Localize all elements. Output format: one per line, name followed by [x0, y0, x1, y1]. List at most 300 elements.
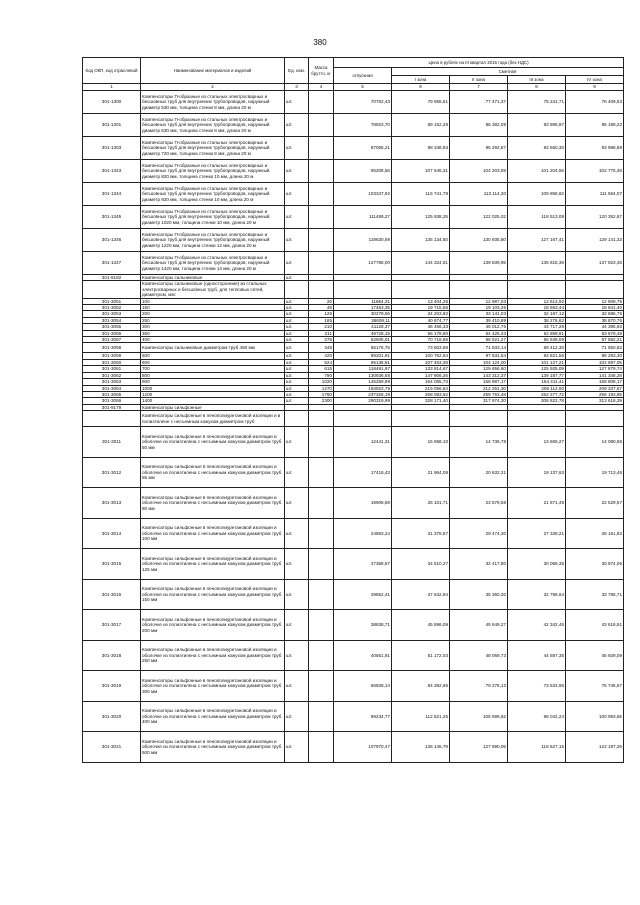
row-code: 301-3066 [83, 398, 141, 404]
row-name: Компенсаторы сильфонные в пенополиуретановой изоляции и оболочке из полиэтилена с несъемным кожухом диаметром труб 50 мм [141, 427, 285, 458]
row-unit: шт. [285, 137, 309, 160]
row-name: Компенсаторы П-образные из стальных электросварных и бесшовных труб для внутренних трубопроводов, наружный диаметр 530 мм, толщина стенки 8 мм, длина 20 м [141, 91, 285, 114]
row-price-zone4: 111 564,07 [566, 183, 624, 206]
row-price-zone2: 129 656,60 [450, 366, 508, 372]
row-price-zone4: 137 923,45 [566, 252, 624, 275]
row-code: 301-3019 [83, 671, 141, 702]
table-row [83, 488, 624, 519]
row-price-zone1: 34 510,27 [392, 549, 450, 580]
row-mass [309, 457, 334, 488]
row-price-zone4: 43 616,51 [566, 610, 624, 641]
row-code: 301-3020 [83, 701, 141, 732]
row-mass: 2300 [309, 398, 334, 404]
row-unit: шт. [285, 385, 309, 391]
table-row [83, 640, 624, 671]
row-mass [309, 671, 334, 702]
row-code: 301-3018 [83, 640, 141, 671]
row-price-zone1: 79 955,61 [392, 91, 450, 114]
row-code: 301-1300 [83, 91, 141, 114]
row-name: Компенсаторы П-образные из стальных электросварных и бесшовных труб для внутренних трубопроводов, наружный диаметр 1220 мм, толщина стенки 12 мм, длина 20 м [141, 229, 285, 252]
table-row [83, 671, 624, 702]
row-price-zone3: 18 553,44 [508, 305, 566, 311]
row-mass: 210 [309, 324, 334, 330]
col-header-zone4: IV зона [566, 76, 624, 84]
col-header-price-group: Цена в рублях на III квартал 2016 года (без НДС) [334, 58, 624, 68]
row-name: Компенсаторы сальниковые диаметром труб 450 мм [141, 343, 285, 353]
row-price-release: 119630,69 [334, 229, 392, 252]
row-price-zone2: 39 410,89 [450, 317, 508, 323]
col-header-zone3: III зона [508, 76, 566, 84]
row-name: Компенсаторы сильфонные в пенополиуретановой изоляции и оболочке из полиэтилена с несъемным кожухом диаметром труб 300 мм [141, 671, 285, 702]
row-price-zone1: 147 906,26 [392, 372, 450, 378]
row-unit: шт. [285, 359, 309, 365]
row-price-release: 65176,75 [334, 343, 392, 353]
row-price-zone3: 30 069,35 [508, 549, 566, 580]
row-code: 301-3065 [83, 391, 141, 397]
row-price-zone1: 19 715,56 [392, 305, 450, 311]
row-price-zone2: 32 417,80 [450, 549, 508, 580]
row-mass: 48 [309, 305, 334, 311]
group-code: 301-9179 [83, 404, 141, 410]
table-row [83, 579, 624, 610]
row-price-zone2: 45 649,27 [450, 610, 508, 641]
group-unit [285, 281, 309, 298]
row-code: 301-3057 [83, 337, 141, 343]
row-price-release: 193923,79 [334, 385, 392, 391]
group-code: 301-9182 [83, 275, 141, 281]
row-price-zone1: 45 596,09 [392, 610, 450, 641]
table-row [83, 160, 624, 183]
row-code: 301-3052 [83, 305, 141, 311]
row-price-zone2: 259 753,48 [450, 391, 508, 397]
row-price-zone3: 118 627,15 [508, 732, 566, 763]
row-price-zone4: 18 841,40 [566, 305, 624, 311]
row-unit: шт. [285, 183, 309, 206]
row-mass: 26 [309, 298, 334, 304]
row-price-zone3: 101 127,21 [508, 359, 566, 365]
row-unit: шт. [285, 610, 309, 641]
row-price-zone2: 33 141,03 [450, 311, 508, 317]
row-price-release: 19906,69 [334, 488, 392, 519]
row-price-zone4: 102 775,48 [566, 160, 624, 183]
row-unit: шт. [285, 311, 309, 317]
row-price-release: 89201,91 [334, 353, 392, 359]
row-mass [309, 252, 334, 275]
row-unit: шт. [285, 305, 309, 311]
row-mass [309, 137, 334, 160]
row-price-zone1: 125 938,25 [392, 206, 450, 229]
row-code: 301-3059 [83, 353, 141, 359]
row-price-zone3: 52 858,91 [508, 330, 566, 336]
row-price-zone3: 83 895,97 [508, 114, 566, 137]
group-unit [285, 411, 309, 427]
row-price-release: 41128,37 [334, 324, 392, 330]
row-code: 301-3011 [83, 427, 141, 458]
group-row [83, 411, 624, 427]
row-code: 301-3013 [83, 488, 141, 519]
row-mass [309, 732, 334, 763]
row-price-zone2: 97 631,54 [450, 353, 508, 359]
table-row [83, 518, 624, 549]
row-name: 200 [141, 311, 285, 317]
row-mass [309, 183, 334, 206]
row-price-zone3: 32 187,12 [508, 311, 566, 317]
column-index-row: 1 2 3 4 5 6 7 8 9 [83, 84, 624, 91]
row-mass [309, 640, 334, 671]
row-price-release: 87065,21 [334, 137, 392, 160]
row-name: 800 [141, 372, 285, 378]
row-price-zone2: 54 425,33 [450, 330, 508, 336]
row-code: 301-3061 [83, 366, 141, 372]
row-name: Компенсаторы П-образные из стальных электросварных и бесшовных труб для внутренних трубопроводов, наружный диаметр 820 мм, толщина стенки 10 мм, длина 20 м [141, 160, 285, 183]
table-row [83, 114, 624, 137]
row-price-zone2: 143 312,37 [450, 372, 508, 378]
row-price-zone3: 101 204,56 [508, 160, 566, 183]
row-mass [309, 229, 334, 252]
row-price-release: 11864,31 [334, 298, 392, 304]
row-code: 301-3017 [83, 610, 141, 641]
row-mass [309, 579, 334, 610]
row-code: 301-3014 [83, 518, 141, 549]
row-name: Компенсаторы сильфонные в пенополиуретановой изоляции и оболочке из полиэтилена с несъемным кожухом диаметром труб 250 мм [141, 640, 285, 671]
row-price-zone2: 113 114,30 [450, 183, 508, 206]
row-name: 600 [141, 359, 285, 365]
col-header-estimate: Сметная [392, 68, 624, 76]
row-name: Компенсаторы П-образные из стальных электросварных и бесшовных труб для внутренних трубопроводов, наружный диаметр 630 мм, толщина стенки 8 мм, длина 20 м [141, 114, 285, 137]
row-unit: шт. [285, 372, 309, 378]
row-price-release: 66928,14 [334, 671, 392, 702]
row-code: 301-1343 [83, 160, 141, 183]
row-price-release: 62605,01 [334, 337, 392, 343]
group-name: Компенсаторы сальниковые (односторонние) из стальных электросварных и бесшовных труб, для тепловых сетей, диаметром, мм: [141, 281, 285, 298]
row-name: 150 [141, 305, 285, 311]
row-name: Компенсаторы сильфонные в пенополиуретановой изоляции и оболочке из полиэтилена с несъемным кожухом диаметром труб 200 мм [141, 610, 285, 641]
row-price-release: 27368,67 [334, 549, 392, 580]
page-number: 380 [313, 38, 327, 47]
row-price-zone3: 75 241,71 [508, 91, 566, 114]
row-price-zone1: 219 056,84 [392, 385, 450, 391]
row-price-zone4: 93 986,88 [566, 137, 624, 160]
row-unit: шт. [285, 579, 309, 610]
row-price-zone3: 12 613,92 [508, 298, 566, 304]
row-price-zone4: 28 161,82 [566, 518, 624, 549]
row-code: 301-3055 [83, 324, 141, 330]
row-price-zone2: 19 103,26 [450, 305, 508, 311]
row-name: Компенсаторы сильфонные в пенополиуретановой изоляции и оболочке из полиэтилена с несъемным кожухом диаметром труб 400 мм [141, 701, 285, 732]
row-price-zone3: 94 821,56 [508, 353, 566, 359]
row-price-zone1: 13 404,26 [392, 298, 450, 304]
table-row [83, 732, 624, 763]
row-mass: 615 [309, 366, 334, 372]
row-unit: шт. [285, 671, 309, 702]
row-price-zone3: 19 137,63 [508, 457, 566, 488]
table-row [83, 137, 624, 160]
table-row [83, 252, 624, 275]
row-name: Компенсаторы сильфонные в пенополиуретановой изоляции и оболочке из полиэтилена с несъемным кожухом диаметром труб 100 мм [141, 518, 285, 549]
row-name: 350 [141, 330, 285, 336]
row-price-release: 49728,15 [334, 330, 392, 336]
row-unit: шт. [285, 252, 309, 275]
col-header-name: Наименование материалов и изделий [141, 58, 285, 84]
row-price-zone4: 209 337,67 [566, 385, 624, 391]
row-price-zone1: 136 145,79 [392, 732, 450, 763]
row-price-zone2: 68 521,27 [450, 337, 508, 343]
row-mass [309, 114, 334, 137]
row-mass [309, 91, 334, 114]
row-code: 301-3051 [83, 298, 141, 304]
group-name: Компенсаторы сальниковые [141, 275, 285, 281]
row-price-zone3: 135 815,39 [508, 252, 566, 275]
row-price-zone1: 37 642,94 [392, 579, 450, 610]
group-row [83, 281, 624, 298]
row-unit: шт. [285, 353, 309, 359]
row-price-zone1: 51 172,03 [392, 640, 450, 671]
row-price-zone4: 313 616,39 [566, 398, 624, 404]
row-price-release: 127786,00 [334, 252, 392, 275]
table-row [83, 91, 624, 114]
row-price-zone1: 46 456,33 [392, 324, 450, 330]
row-code: 301-3015 [83, 549, 141, 580]
table-row [83, 427, 624, 458]
row-unit: шт. [285, 366, 309, 372]
row-price-zone4: 19 713,46 [566, 457, 624, 488]
row-mass [309, 160, 334, 183]
group-code [83, 411, 141, 427]
row-price-zone4: 12 809,75 [566, 298, 624, 304]
row-price-zone3: 38 276,62 [508, 317, 566, 323]
row-price-zone1: 31 376,57 [392, 518, 450, 549]
row-name: 1200 [141, 391, 285, 397]
row-price-zone4: 120 352,67 [566, 206, 624, 229]
row-price-zone4: 256 193,85 [566, 391, 624, 397]
row-price-release: 29852,41 [334, 579, 392, 610]
group-name: Компенсаторы сильфонные [141, 404, 285, 410]
row-price-zone1: 100 762,54 [392, 353, 450, 359]
row-price-zone2: 35 360,30 [450, 579, 508, 610]
row-mass [309, 427, 334, 458]
row-mass: 524 [309, 359, 334, 365]
row-name: Компенсаторы П-образные из стальных электросварных и бесшовных труб для внутренних трубопроводов, наружный диаметр 1020 мм, толщина стенки 10 мм, длина 20 м [141, 206, 285, 229]
row-code: 301-1303 [83, 137, 141, 160]
row-price-zone3: 13 669,27 [508, 427, 566, 458]
row-price-zone4: 32 686,76 [566, 311, 624, 317]
row-price-zone4: 67 582,21 [566, 337, 624, 343]
row-price-zone2: 104 124,00 [450, 359, 508, 365]
row-price-zone1: 107 463,28 [392, 359, 450, 365]
row-code: 301-3054 [83, 317, 141, 323]
row-unit: шт. [285, 701, 309, 732]
row-mass: 165 [309, 317, 334, 323]
row-name: 400 [141, 337, 285, 343]
row-price-zone4: 102 697,05 [566, 359, 624, 365]
row-price-zone4: 53 679,48 [566, 330, 624, 336]
row-mass [309, 610, 334, 641]
row-price-release: 70762,43 [334, 91, 392, 114]
row-price-zone4: 122 197,25 [566, 732, 624, 763]
row-price-zone3: 27 339,21 [508, 518, 566, 549]
row-unit: шт. [285, 324, 309, 330]
row-price-zone4: 76 409,53 [566, 91, 624, 114]
row-price-zone4: 75 746,67 [566, 671, 624, 702]
row-price-release: 17453,35 [334, 305, 392, 311]
row-price-zone1: 25 101,71 [392, 488, 450, 519]
row-unit: шт. [285, 549, 309, 580]
row-price-zone4: 156 808,17 [566, 379, 624, 385]
row-mass: 125 [309, 311, 334, 317]
row-mass: 276 [309, 337, 334, 343]
row-unit: шт. [285, 391, 309, 397]
group-code [83, 281, 141, 298]
row-price-release: 237326,19 [334, 391, 392, 397]
row-code: 301-3053 [83, 311, 141, 317]
row-price-release: 89234,77 [334, 701, 392, 732]
col-header-mass: Масса брутто, кг [309, 58, 334, 84]
row-price-zone1: 268 083,62 [392, 391, 450, 397]
row-code: 301-3060 [83, 359, 141, 365]
row-price-zone3: 109 858,82 [508, 183, 566, 206]
row-code: 301-3056 [83, 330, 141, 336]
row-name: Компенсаторы П-образные из стальных электросварных и бесшовных труб для внутренних трубопроводов, наружный диаметр 720 мм, толщина стенки 8 мм, длина 20 м [141, 137, 285, 160]
row-price-release: 118481,97 [334, 366, 392, 372]
row-price-zone1: 84 392,65 [392, 671, 450, 702]
row-name: 300 [141, 324, 285, 330]
col-header-release: отпускная [334, 68, 392, 84]
row-mass [309, 701, 334, 732]
row-unit: шт. [285, 457, 309, 488]
row-price-zone1: 135 134,50 [392, 229, 450, 252]
row-code: 301-3016 [83, 579, 141, 610]
row-price-zone1: 107 545,31 [392, 160, 450, 183]
row-name: Компенсаторы П-образные из стальных электросварных и бесшовных труб для внутренних трубопроводов, наружный диаметр 1420 мм, толщина стенки 14 мм, длина 20 м [141, 252, 285, 275]
row-unit: шт. [285, 488, 309, 519]
row-price-release: 95135,91 [334, 359, 392, 365]
row-price-zone4: 96 293,30 [566, 353, 624, 359]
row-price-zone2: 317 974,20 [450, 398, 508, 404]
row-code: 301-1301 [83, 114, 141, 137]
row-price-release: 30279,56 [334, 311, 392, 317]
row-price-zone2: 12 987,03 [450, 298, 508, 304]
row-name: Компенсаторы сильфонные в пенополиуретановой изоляции и оболочке из полиэтилена с несъемным кожухом диаметром труб 65 мм [141, 457, 285, 488]
row-code: 301-1347 [83, 252, 141, 275]
row-unit: шт. [285, 398, 309, 404]
row-unit: шт. [285, 91, 309, 114]
row-price-zone4: 30 974,05 [566, 549, 624, 580]
row-price-zone2: 127 890,05 [450, 732, 508, 763]
col-header-code: Код ОКП, код отраслевой [83, 58, 141, 84]
row-price-zone2: 77 471,37 [450, 91, 508, 114]
col-header-zone1: I зона [392, 76, 450, 84]
row-price-zone2: 23 579,58 [450, 488, 508, 519]
row-price-zone3: 69 412,30 [508, 343, 566, 353]
row-price-zone2: 20 632,21 [450, 457, 508, 488]
table-row [83, 549, 624, 580]
row-price-release: 107970,47 [334, 732, 392, 763]
row-price-release: 40561,91 [334, 640, 392, 671]
row-price-zone1: 133 814,67 [392, 366, 450, 372]
row-price-zone1: 21 964,09 [392, 457, 450, 488]
row-name: 900 [141, 379, 285, 385]
col-header-zone2: II зона [450, 76, 508, 84]
row-unit: шт. [285, 114, 309, 137]
row-name: Компенсаторы сильфонные в пенополиуретановой изоляции и оболочке из полиэтилена с несъемным кожухом диаметром труб 125 мм [141, 549, 285, 580]
row-price-zone3: 92 550,30 [508, 137, 566, 160]
row-unit: шт. [285, 298, 309, 304]
row-code: 301-3021 [83, 732, 141, 763]
row-price-zone2: 122 025,02 [450, 206, 508, 229]
row-unit: шт. [285, 330, 309, 336]
row-price-release: 103347,92 [334, 183, 392, 206]
row-mass: 348 [309, 343, 334, 353]
row-name: 1000 [141, 385, 285, 391]
row-price-zone2: 104 203,59 [450, 160, 508, 183]
row-mass: 1270 [309, 385, 334, 391]
row-price-zone2: 45 012,76 [450, 324, 508, 330]
row-price-zone2: 48 069,73 [450, 640, 508, 671]
row-code: 301-1344 [83, 183, 141, 206]
row-price-zone1: 116 741,78 [392, 183, 450, 206]
row-name: 500 [141, 353, 285, 359]
row-price-zone2: 71 833,14 [450, 343, 508, 353]
row-unit: шт. [285, 343, 309, 353]
table-row [83, 701, 624, 732]
row-code: 301-3058 [83, 343, 141, 353]
row-unit: шт. [285, 160, 309, 183]
row-name: Компенсаторы сильфонные в пенополиуретановой изоляции и оболочке из полиэтилена с несъемным кожухом диаметром труб 150 мм [141, 579, 285, 610]
row-price-zone3: 21 871,49 [508, 488, 566, 519]
row-price-zone3: 154 411,41 [508, 379, 566, 385]
row-mass: 1760 [309, 391, 334, 397]
row-price-zone2: 105 699,62 [450, 701, 508, 732]
row-price-release: 36608,11 [334, 317, 392, 323]
row-price-zone1: 112 521,25 [392, 701, 450, 732]
row-price-zone2: 14 736,78 [450, 427, 508, 458]
row-price-zone1: 144 324,51 [392, 252, 450, 275]
row-name: Компенсаторы сильфонные в пенополиуретановой изоляции и оболочке из полиэтилена с несъемным кожухом диаметром труб 500 мм [141, 732, 285, 763]
table-row [83, 206, 624, 229]
row-price-zone2: 130 935,80 [450, 229, 508, 252]
row-code: 301-3064 [83, 385, 141, 391]
row-price-release: 17418,43 [334, 457, 392, 488]
row-price-release: 145259,99 [334, 379, 392, 385]
row-code: 301-3063 [83, 379, 141, 385]
row-price-zone2: 95 292,87 [450, 137, 508, 160]
row-price-zone2: 29 474,30 [450, 518, 508, 549]
row-price-zone4: 22 529,57 [566, 488, 624, 519]
row-unit: шт. [285, 337, 309, 343]
row-price-release: 78923,70 [334, 114, 392, 137]
row-price-zone1: 15 658,10 [392, 427, 450, 458]
row-price-zone3: 73 533,95 [508, 671, 566, 702]
row-price-zone4: 129 141,33 [566, 229, 624, 252]
row-name: 100 [141, 298, 285, 304]
row-price-release: 290319,99 [334, 398, 392, 404]
row-name: Компенсаторы П-образные из стальных электросварных и бесшовных труб для внутренних трубопроводов, наружный диаметр 920 мм, толщина стенки 10 мм, длина 20 м [141, 183, 285, 206]
row-unit: шт. [285, 732, 309, 763]
row-price-zone3: 98 042,24 [508, 701, 566, 732]
row-price-zone2: 79 276,13 [450, 671, 508, 702]
row-price-zone4: 85 198,22 [566, 114, 624, 137]
row-price-zone4: 33 785,71 [566, 579, 624, 610]
row-unit: шт. [285, 206, 309, 229]
row-price-zone2: 158 987,17 [450, 379, 508, 385]
row-mass: 211 [309, 330, 334, 336]
row-price-zone1: 89 152,29 [392, 114, 450, 137]
table-row [83, 229, 624, 252]
price-table [82, 57, 624, 763]
row-price-zone3: 44 587,35 [508, 640, 566, 671]
row-price-zone4: 44 395,92 [566, 324, 624, 330]
row-price-zone4: 45 929,09 [566, 640, 624, 671]
